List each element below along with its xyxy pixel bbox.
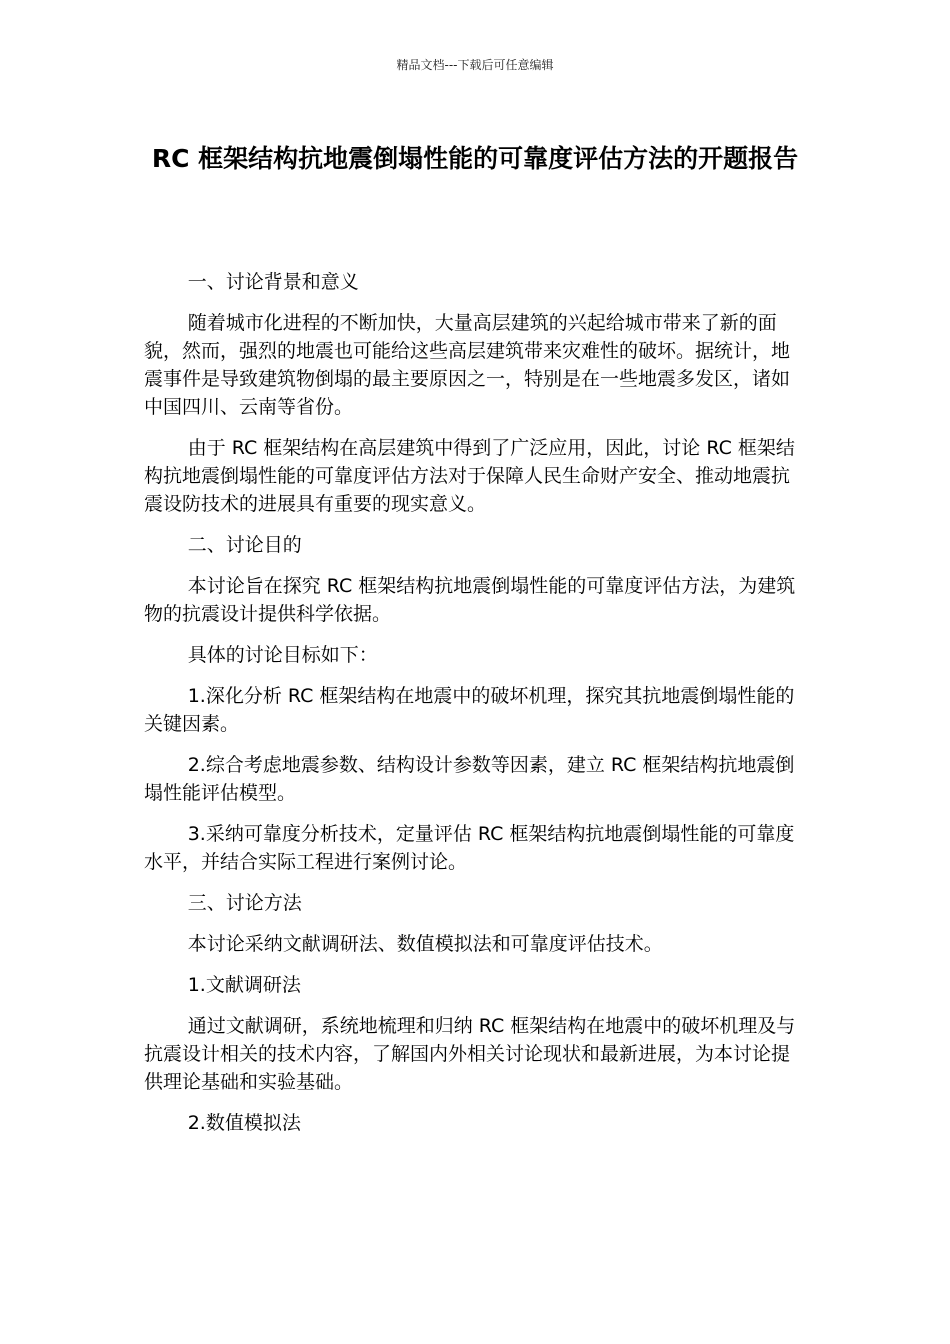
paragraph-purpose-2: 具体的讨论目标如下：	[187, 644, 378, 666]
list-item-goal-2: 2.综合考虑地震参数、结构设计参数等因素，建立 RC 框架结构抗地震倒塌性能评估模型。	[144, 754, 795, 804]
subheading-numerical-simulation: 2.数值模拟法	[187, 1112, 301, 1134]
paragraph-purpose-1: 本讨论旨在探究 RC 框架结构抗地震倒塌性能的可靠度评估方法，为建筑物的抗震设计提供科学依据。	[144, 575, 796, 625]
section-heading-background: 一、讨论背景和意义	[187, 271, 359, 293]
section-heading-purpose: 二、讨论目的	[187, 534, 302, 556]
document-title: RC 框架结构抗地震倒塌性能的可靠度评估方法的开题报告	[151, 144, 799, 173]
subheading-literature-review: 1.文献调研法	[187, 974, 301, 996]
paragraph-methods-1: 本讨论采纳文献调研法、数值模拟法和可靠度评估技术。	[187, 933, 663, 955]
section-heading-methods: 三、讨论方法	[187, 892, 302, 914]
page-header: 精品文档---下载后可任意编辑	[396, 58, 554, 72]
paragraph-background-2: 由于 RC 框架结构在高层建筑中得到了广泛应用，因此，讨论 RC 框架结构抗地震倒塌性能的可靠度评估方法对于保障人民生命财产安全、推动地震抗震设防技术的进展具有重要的现实意义。	[144, 437, 795, 515]
paragraph-literature-review: 通过文献调研，系统地梳理和归纳 RC 框架结构在地震中的破坏机理及与抗震设计相关的技术内容，了解国内外相关讨论现状和最新进展，为本讨论提供理论基础和实验基础。	[144, 1015, 796, 1093]
list-item-goal-3: 3.采纳可靠度分析技术，定量评估 RC 框架结构抗地震倒塌性能的可靠度水平，并结合实际工程进行案例讨论。	[144, 823, 795, 873]
paragraph-background-1: 随着城市化进程的不断加快，大量高层建筑的兴起给城市带来了新的面貌，然而，强烈的地震也可能给这些高层建筑带来灾难性的破坏。据统计，地震事件是导致建筑物倒塌的最主要原因之一，特别是在一些地震多发区，诸如中国四川、云南等省份。	[144, 312, 791, 418]
list-item-goal-1: 1.深化分析 RC 框架结构在地震中的破坏机理，探究其抗地震倒塌性能的关键因素。	[144, 685, 795, 735]
document-body	[144, 268, 808, 1150]
